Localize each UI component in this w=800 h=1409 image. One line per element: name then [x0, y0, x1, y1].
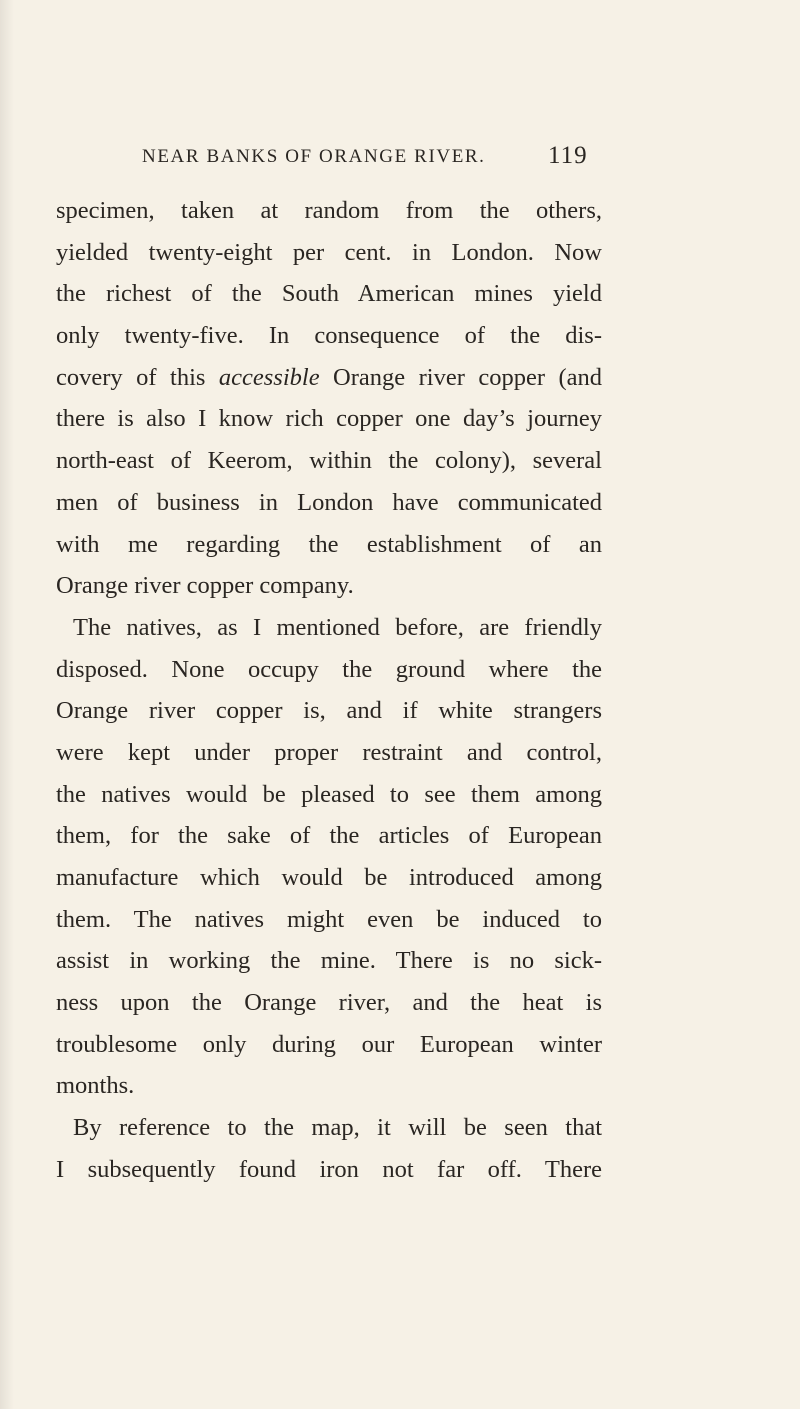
text-segment: Orange river copper (and	[319, 363, 603, 391]
text-line: them, for the sake of the articles of European	[56, 822, 602, 850]
italic-word: accessible	[218, 363, 320, 391]
text-line: specimen, taken at random from the others,	[56, 197, 602, 224]
text-line: them. The natives might even be induced to	[56, 905, 602, 933]
text-line: the richest of the South American mines yield	[56, 280, 602, 308]
text-line: disposed. None occupy the ground where the	[56, 655, 602, 683]
text-line: ness upon the Orange river, and the heat is	[56, 989, 602, 1017]
text-line: were kept under proper restraint and control,	[56, 738, 602, 766]
running-head	[0, 142, 800, 172]
text-line: men of business in London have communicated	[56, 488, 602, 516]
text-line: Orange river copper is, and if white strangers	[56, 697, 602, 725]
text-line: Orange river copper company.	[56, 572, 354, 600]
text-line	[56, 357, 602, 399]
text-line: there is also I know rich copper one day’s journey	[56, 405, 602, 433]
text-line: troublesome only during our European winter	[56, 1030, 602, 1058]
text-line: The natives, as I mentioned before, are friendly	[73, 613, 602, 641]
text-line: yielded twenty-eight per cent. in London. Now	[56, 238, 602, 266]
text-line: months.	[56, 1072, 135, 1100]
page-number: 119	[548, 142, 588, 169]
text-line: only twenty-five. In consequence of the dis-	[56, 322, 602, 350]
text-line: the natives would be pleased to see them among	[56, 780, 602, 808]
text-segment: covery of this	[56, 363, 219, 391]
text-line: I subsequently found iron not far off. There	[56, 1155, 602, 1183]
text-line: assist in working the mine. There is no sick-	[56, 947, 602, 975]
running-title: NEAR BANKS OF ORANGE RIVER.	[142, 146, 486, 167]
gutter-shadow	[0, 0, 14, 1409]
text-line: with me regarding the establishment of an	[56, 530, 602, 558]
text-line: manufacture which would be introduced among	[56, 864, 602, 891]
text-line: north-east of Keerom, within the colony), several	[56, 447, 602, 475]
body-text	[56, 190, 602, 1191]
text-line: By reference to the map, it will be seen that	[73, 1114, 602, 1142]
